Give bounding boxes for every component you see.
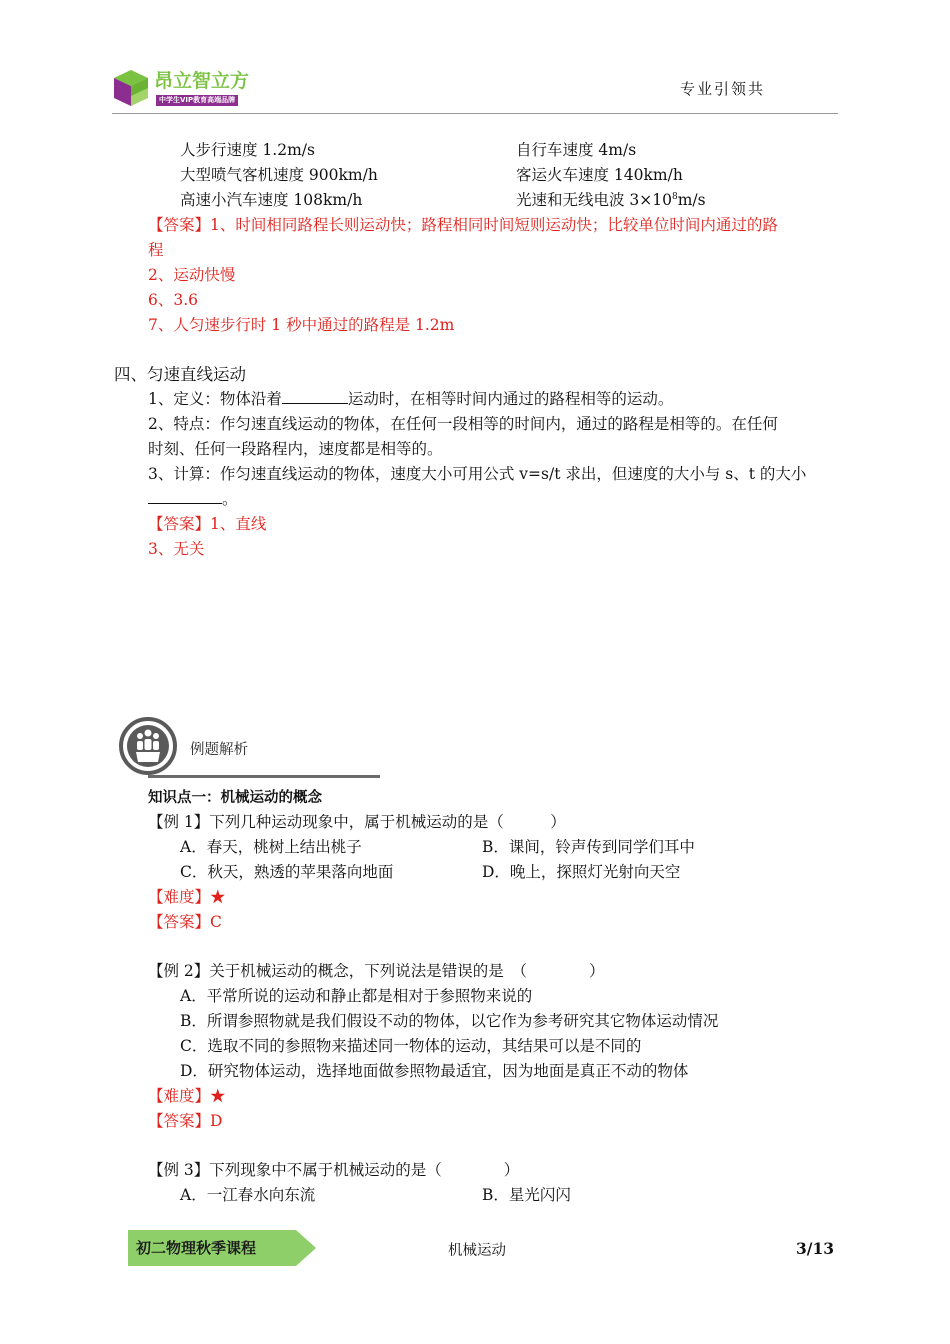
section4-item3-end: 。 [222,490,238,508]
ex2-difficulty-star-icon: ★ [210,1087,226,1105]
section4-item3-cont [148,488,238,510]
ex2-difficulty [148,1085,226,1107]
speed-car: 高速小汽车速度 108km/h [180,191,363,209]
section4-item2-cont: 时刻、任何一段路程内，速度都是相等的。 [148,440,443,458]
header-divider [112,113,838,114]
examples-badge-icon [118,716,182,780]
fill-blank-2 [148,489,222,504]
fill-blank-1 [282,389,348,404]
speed-bicycle: 自行车速度 4m/s [516,141,637,159]
section4-item2: 2、特点：作匀速直线运动的物体，在任何一段相等的时间内，通过的路程是相等的。在任何 [148,415,778,433]
answer1-line1-cont: 程 [148,241,164,259]
ex1-option-a: A．春天，桃树上结出桃子 [180,838,362,856]
speed-light-exponent: 8 [672,192,678,202]
ex1-difficulty [148,886,226,908]
footer-page-number: 3/13 [796,1239,835,1258]
section4-item1 [148,388,673,410]
knowledge-point-title: 知识点一：机械运动的概念 [148,790,322,806]
ex2-option-a: A．平常所说的运动和静止都是相对于参照物来说的 [180,987,533,1005]
section4-answer1: 【答案】1、直线 [148,515,267,533]
ex1-option-c: C．秋天，熟透的苹果落向地面 [180,863,394,881]
section4-answer2: 3、无关 [148,540,205,558]
speed-light-text: 光速和无线电波 3×10 [516,191,672,209]
examples-header-underline [148,775,380,778]
section4-item1-post: 运动时，在相等时间内通过的路程相等的运动。 [347,390,674,408]
ex3-option-b: B．星光闪闪 [482,1186,571,1204]
speed-light [516,189,706,211]
ex2-stem: 【例 2】关于机械运动的概念，下列说法是错误的是 （ ） [148,962,605,980]
answer1-line4: 7、人匀速步行时 1 秒中通过的路程是 1.2m [148,316,455,334]
ex2-option-d: D．研究物体运动，选择地面做参照物最适宜，因为地面是真正不动的物体 [180,1062,689,1080]
section4-item3: 3、计算：作匀速直线运动的物体，速度大小可用公式 v=s/t 求出，但速度的大小与 s、t 的大小 [148,465,807,483]
ex2-option-b: B．所谓参照物就是我们假设不动的物体，以它作为参考研究其它物体运动情况 [180,1012,719,1030]
speed-jet: 大型喷气客机速度 900km/h [180,166,378,184]
examples-header-label: 例题解析 [190,742,248,758]
ex2-answer: 【答案】D [148,1112,223,1130]
ex3-stem: 【例 3】下列现象中不属于机械运动的是（ ） [148,1161,520,1179]
ex2-difficulty-label: 【难度】 [148,1087,211,1105]
answer1-line1: 【答案】1、时间相同路程长则运动快；路程相同时间短则运动快；比较单位时间内通过的路 [148,216,778,234]
footer-course-name: 初二物理秋季课程 [136,1239,257,1257]
ex2-option-c: C．选取不同的参照物来描述同一物体的运动，其结果可以是不同的 [180,1037,642,1055]
ex1-option-d: D．晚上，探照灯光射向天空 [482,863,681,881]
brand-subtitle: 中学生VIP教育高端品牌 [156,95,238,106]
answer1-line3: 6、3.6 [148,291,199,309]
header-slogan: 专业引领共 [680,80,766,98]
brand-name: 昂立智立方 [154,70,250,92]
ex1-option-b: B．课间，铃声传到同学们耳中 [482,838,695,856]
footer-topic: 机械运动 [448,1243,506,1259]
ex1-answer: 【答案】C [148,913,222,931]
answer1-line2: 2、运动快慢 [148,266,236,284]
section4-item1-pre: 1、定义：物体沿着 [148,390,282,408]
logo-cube-icon [112,68,150,108]
ex1-stem: 【例 1】下列几种运动现象中，属于机械运动的是（ ） [148,813,566,831]
speed-walking: 人步行速度 1.2m/s [180,141,315,159]
speed-light-unit: m/s [677,191,706,209]
section4-title: 四、匀速直线运动 [114,365,246,384]
speed-train: 客运火车速度 140km/h [516,166,683,184]
footer [0,1222,950,1282]
ex1-difficulty-label: 【难度】 [148,888,211,906]
ex1-difficulty-star-icon: ★ [210,888,226,906]
ex3-option-a: A．一江春水向东流 [180,1186,316,1204]
examples-header [118,716,358,780]
header [0,0,950,120]
